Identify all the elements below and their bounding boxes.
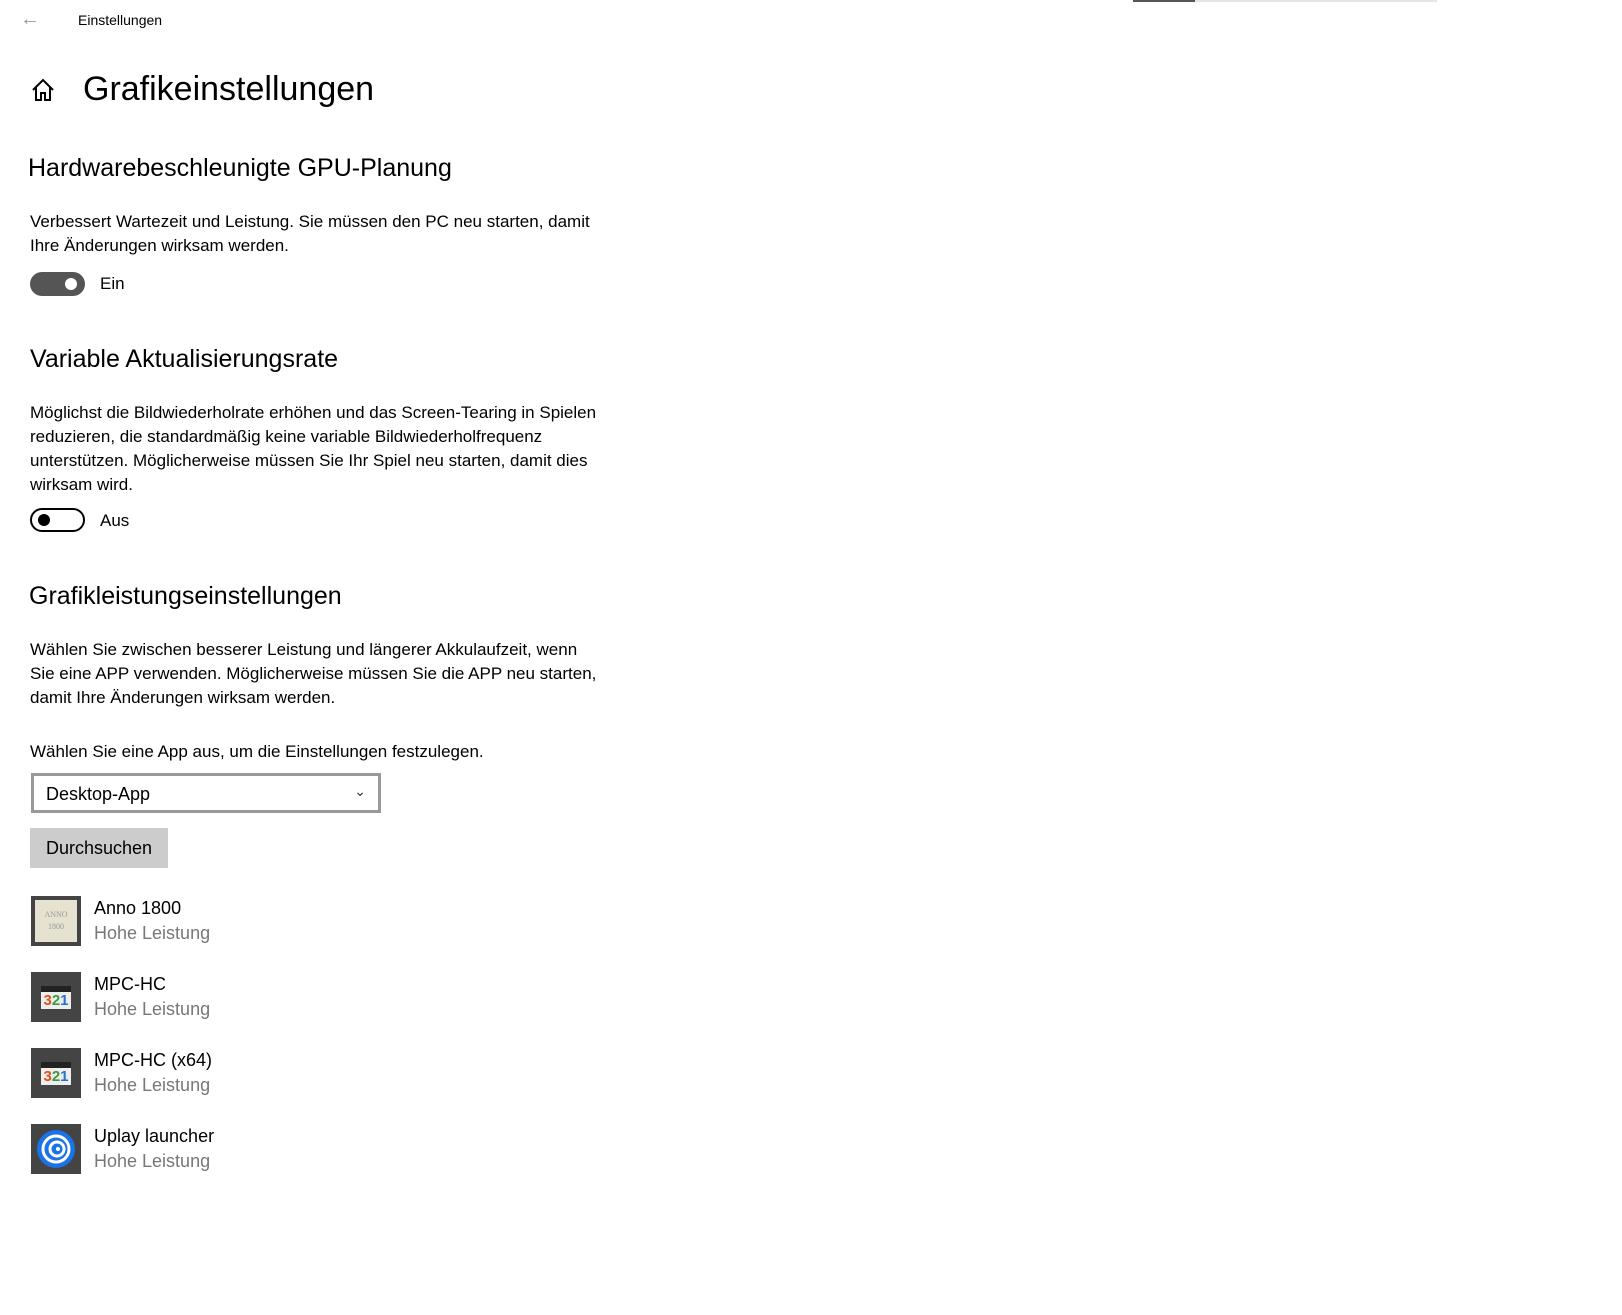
toggle-knob <box>65 278 77 290</box>
perf-description: Wählen Sie zwischen besserer Leistung und längerer Akkulaufzeit, wenn Sie eine APP verwenden. Möglicherweise müssen Sie die APP neu starten, damit Ihre Änderungen wirksam werden. <box>30 640 597 707</box>
gpu-toggle-label: Ein <box>100 274 125 293</box>
mpc-hc-icon: 321 <box>31 972 81 1022</box>
app-title: Einstellungen <box>78 12 163 28</box>
app-type-dropdown[interactable] <box>31 773 381 813</box>
title-bar-progress <box>1133 0 1437 2</box>
app-list-item[interactable] <box>31 1124 431 1176</box>
home-icon[interactable] <box>30 76 56 104</box>
app-name: Anno 1800 <box>94 898 182 918</box>
perf-heading: Grafikleistungseinstellungen <box>29 582 342 610</box>
arrow-left-icon[interactable]: ← <box>20 8 40 30</box>
anno-icon: ANNO 1800 <box>31 896 81 946</box>
vrr-description: Möglichst die Bildwiederholrate erhöhen und das Screen-Tearing in Spielen reduzieren, die standardmäßig keine variable Bildwiederholfrequenz unterstützen. Möglicherweise müssen Sie Ihr Spiel neu starten, damit dies wirksam wird. <box>30 403 597 494</box>
vrr-toggle-label: Aus <box>100 511 130 530</box>
chevron-down-icon: ⌄ <box>354 783 366 799</box>
app-setting: Hohe Leistung <box>94 923 211 943</box>
toggle-knob <box>38 514 50 526</box>
mpc-hc-icon: 321 <box>31 1048 81 1098</box>
vrr-toggle[interactable] <box>30 508 85 532</box>
vrr-heading: Variable Aktualisierungsrate <box>30 345 339 373</box>
app-list-item[interactable] <box>31 1048 431 1100</box>
gpu-description: Verbessert Wartezeit und Leistung. Sie müssen den PC neu starten, damit Ihre Änderungen wirksam werden. <box>30 212 590 255</box>
uplay-icon <box>31 1124 81 1174</box>
gpu-scheduling-toggle[interactable] <box>30 272 85 296</box>
app-list-item[interactable] <box>31 972 431 1024</box>
app-setting: Hohe Leistung <box>94 1075 211 1095</box>
app-setting: Hohe Leistung <box>94 999 211 1019</box>
page-title: Grafikeinstellungen <box>83 70 375 108</box>
gpu-heading: Hardwarebeschleunigte GPU-Planung <box>28 154 452 182</box>
browse-button[interactable]: Durchsuchen <box>30 828 168 868</box>
select-app-label: Wählen Sie eine App aus, um die Einstellungen festzulegen. <box>30 742 484 761</box>
app-name: MPC-HC <box>94 974 166 994</box>
app-list-item[interactable] <box>31 896 431 948</box>
app-name: Uplay launcher <box>94 1126 215 1146</box>
app-name: MPC-HC (x64) <box>94 1050 213 1070</box>
app-setting: Hohe Leistung <box>94 1151 211 1171</box>
dropdown-value: Desktop-App <box>46 784 151 804</box>
